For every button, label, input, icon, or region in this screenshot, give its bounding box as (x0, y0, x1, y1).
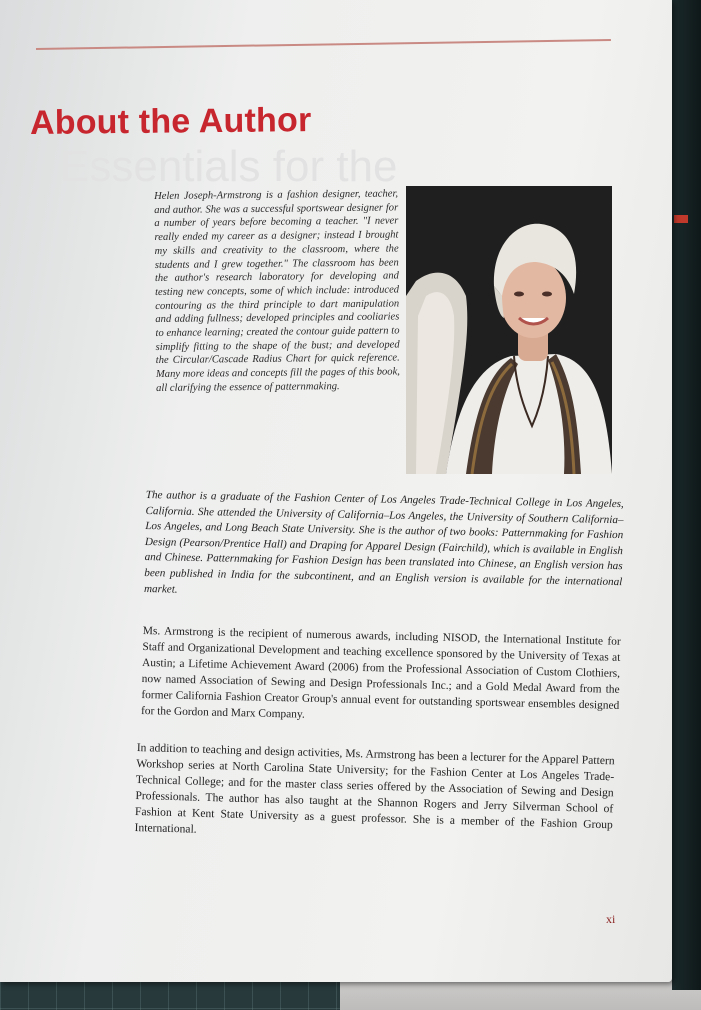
awards-paragraph: Ms. Armstrong is the recipient of numerous awards, including NISOD, the International Institute for Staff and Organizational Development and teaching excellence sponsored by the University of Texas at Austin; a Lifetime Achievement Award (2006) from the Professional Association of Custom Clothiers, now named Association of Sewing and Design Professionals Inc.; and a Gold Medal Award from the former California Fashion Creator Group's annual event for outstanding sportswear ensembles designed for the Gordon and Marx Company. (140, 624, 621, 721)
book-binding-edge (672, 0, 701, 990)
teaching-paragraph: In addition to teaching and design activities, Ms. Armstrong has been a lecturer for the Apparel Pattern Workshop series at North Carolina State University; for the Fashion Center at Los Angeles Trade-Technical College; and for the master class series offered by the Association of Sewing and Design Professionals. The author has also taught at the Shannon Rogers and Jerry Silverman School of Fashion at Kent State University as a guest professor. She is a member of the Fashion Group International. (134, 740, 615, 836)
binding-accent (674, 215, 688, 223)
bio-paragraph: Helen Joseph-Armstrong is a fashion designer, teacher, and author. She was a successful sportswear designer for a number of years before becoming a teacher. "I never really ended my career as a designer; instead I brought my skills and creativity to the classroom, where the students and I grew together." The classroom has been the author's research laboratory for developing and testing new concepts, some of which include: introduced contouring as the third principle to dart manipulation and adding fullness; developed principles and cooliaries to enhance learning; created the contour guide pattern to simplify fitting to the shape of the bust; and developed the Circular/Cascade Radius Chart for quick reference. Many more ideas and concepts fill the pages of this book, all clarifying the essence of patternmaking. (154, 188, 400, 394)
education-paragraph: The author is a graduate of the Fashion Center of Los Angeles Trade-Technical College in Los Angeles, California. She attended the University of California–Los Angeles, the University of Southern California–Los Angeles, and Long Beach State University. She is the author of two books: Patternmaking for Fashion Design (Pearson/Prentice Hall) and Draping for Apparel Design (Fairchild), which is available in English and Chinese. Patternmaking for Fashion Design has been translated into Chinese, an English version has been published in India for the subcontinent, and an English version is available for the international market. (143, 488, 624, 596)
author-photo (406, 186, 612, 474)
page-number: xi (606, 912, 616, 926)
page-title: About the Author (29, 101, 312, 142)
header-rule (36, 39, 611, 50)
author-portrait-image (406, 186, 612, 474)
show-through-text: Essentials for the (60, 142, 398, 191)
